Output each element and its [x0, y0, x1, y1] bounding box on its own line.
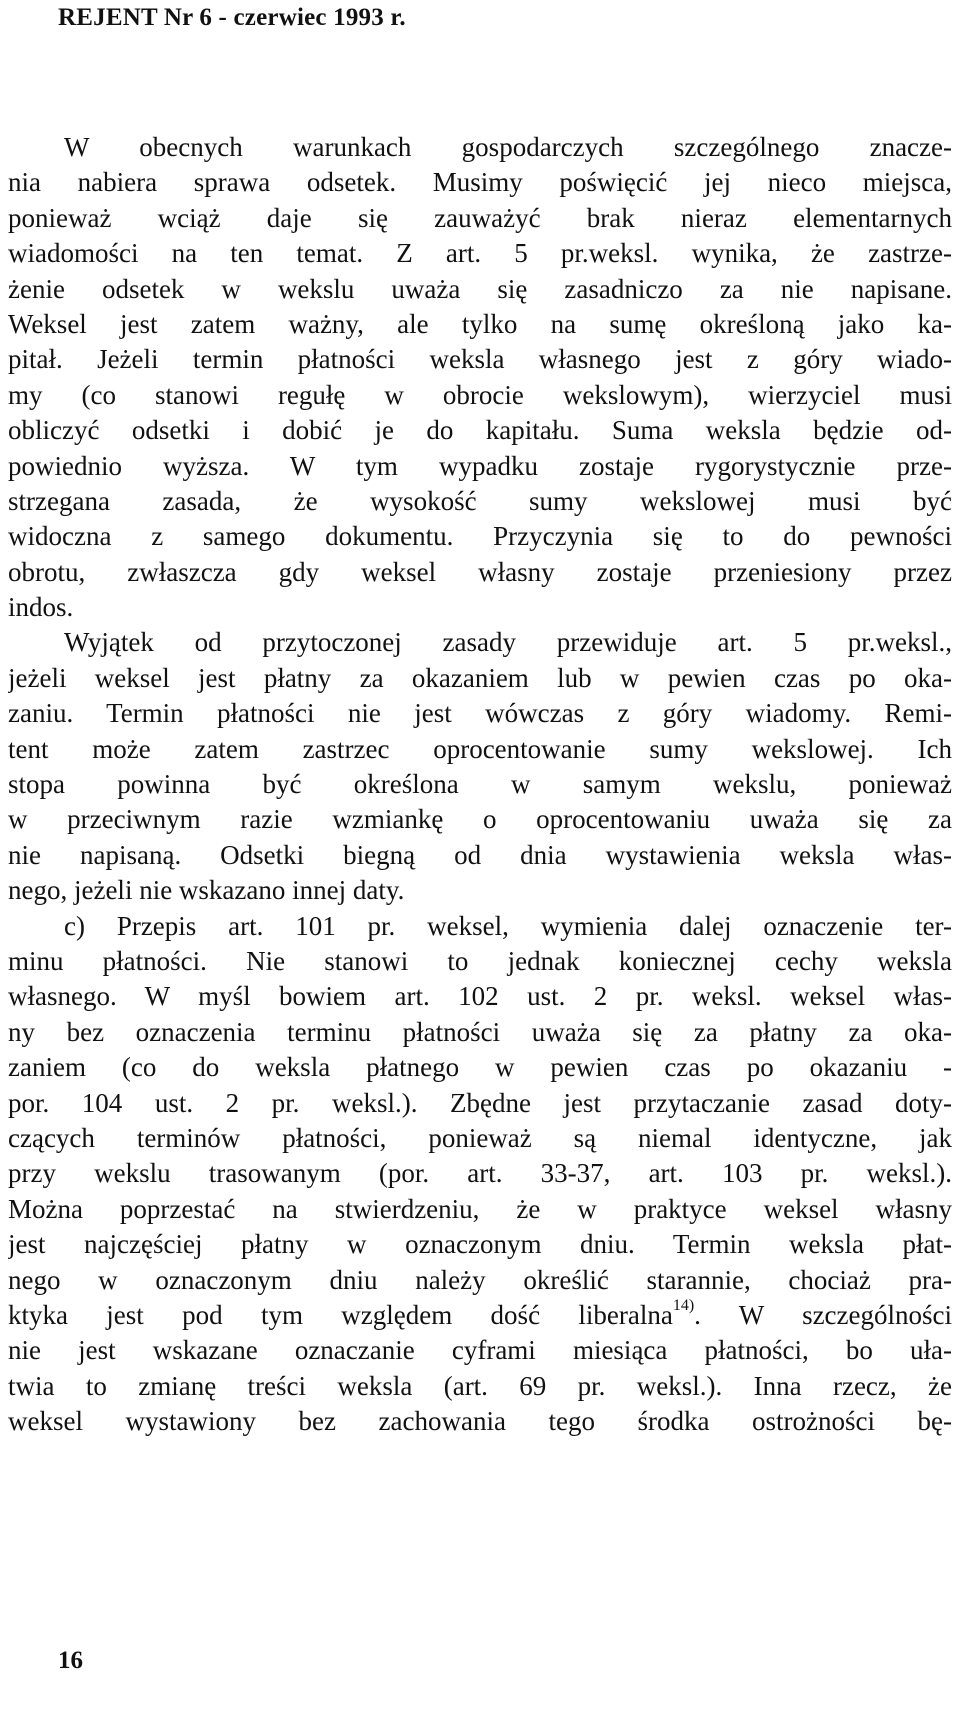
text-line-content: pitał. Jeżeli termin płatności weksla własnego jest z góry wiado- — [8, 344, 952, 375]
text-line — [8, 1263, 952, 1298]
text-line-content: widoczna z samego dokumentu. Przyczynia się to do pewności — [8, 521, 952, 552]
text-line-content: c) Przepis art. 101 pr. weksel, wymienia dalej oznaczenie ter- — [64, 910, 952, 941]
text-line-content: nie napisaną. Odsetki biegną od dnia wystawienia weksla włas- — [8, 839, 952, 870]
text-line-content: jest najczęściej płatny w oznaczonym dniu. Termin weksla płat- — [8, 1229, 952, 1260]
text-line — [8, 1121, 952, 1156]
text-line-content: ponieważ wciąż daje się zauważyć brak nieraz elementarnych — [8, 202, 952, 233]
text-line-content: czących terminów płatności, ponieważ są niemal identyczne, jak — [8, 1122, 952, 1153]
text-line — [8, 201, 952, 236]
text-line-content: wiadomości na ten temat. Z art. 5 pr.weksl. wynika, że zastrze- — [8, 238, 952, 269]
text-line — [8, 1333, 952, 1368]
text-line-content: tent może zatem zastrzec oprocentowanie sumy wekslowej. Ich — [8, 733, 952, 764]
text-line — [8, 449, 952, 484]
text-line — [8, 732, 952, 767]
text-line-content: weksel wystawiony bez zachowania tego środka ostrożności bę- — [8, 1406, 952, 1437]
text-line-content: Weksel jest zatem ważny, ale tylko na sumę określoną jako ka- — [8, 308, 952, 339]
text-line — [8, 661, 952, 696]
text-line-content: my (co stanowi regułę w obrocie wekslowym), wierzyciel musi — [8, 379, 952, 410]
text-line — [8, 307, 952, 342]
text-line-content: strzegana zasada, że wysokość sumy wekslowej musi być — [8, 485, 952, 516]
article-body — [8, 130, 952, 1439]
text-line-content: zaniem (co do weksla płatnego w pewien czas po okazaniu - — [8, 1052, 952, 1083]
text-line — [8, 236, 952, 271]
text-line-content: ny bez oznaczenia terminu płatności uważa się za płatny za oka- — [8, 1016, 952, 1047]
text-line — [8, 519, 952, 554]
text-line-content: por. 104 ust. 2 pr. weksl.). Zbędne jest przytaczanie zasad doty- — [8, 1087, 952, 1118]
page-number: 16 — [58, 1647, 83, 1674]
text-line — [8, 1015, 952, 1050]
text-line-content: nego, jeżeli nie wskazano innej daty. — [8, 875, 405, 906]
text-line — [8, 272, 952, 307]
text-line — [8, 130, 952, 165]
text-line-content: minu płatności. Nie stanowi to jednak koniecznej cechy weksla — [8, 945, 952, 976]
text-line — [8, 1156, 952, 1191]
text-line — [8, 1298, 952, 1333]
footnote-ref: 14) — [672, 1297, 695, 1314]
text-line-content: Wyjątek od przytoczonej zasady przewiduje art. 5 pr.weksl., — [64, 627, 952, 658]
text-line — [8, 165, 952, 200]
text-line-content: obrotu, zwłaszcza gdy weksel własny zostaje przeniesiony przez — [8, 556, 952, 587]
text-line-content: w przeciwnym razie wzmiankę o oprocentowaniu uważa się za — [8, 804, 952, 835]
text-line — [8, 413, 952, 448]
text-line — [8, 342, 952, 377]
text-line-content: zaniu. Termin płatności nie jest wówczas z góry wiadomy. Remi- — [8, 698, 952, 729]
text-line-content: nia nabiera sprawa odsetek. Musimy poświęcić jej nieco miejsca, — [8, 167, 952, 198]
text-line-content: powiednio wyższa. W tym wypadku zostaje rygorystycznie prze- — [8, 450, 952, 481]
text-line — [8, 838, 952, 873]
text-line — [8, 767, 952, 802]
text-line — [8, 1086, 952, 1121]
text-line — [8, 696, 952, 731]
text-line-content: jeżeli weksel jest płatny za okazaniem lub w pewien czas po oka- — [8, 662, 952, 693]
text-line — [8, 1192, 952, 1227]
text-line-continuation: . W szczególności — [694, 1299, 952, 1330]
text-line — [8, 1369, 952, 1404]
text-line-content: nie jest wskazane oznaczanie cyframi miesiąca płatności, bo uła- — [8, 1335, 952, 1366]
text-line-content: Można poprzestać na stwierdzeniu, że w praktyce weksel własny — [8, 1193, 952, 1224]
text-line-content: żenie odsetek w wekslu uważa się zasadniczo za nie napisane. — [8, 273, 952, 304]
text-line — [8, 873, 952, 908]
text-line — [8, 802, 952, 837]
text-line-content: przy wekslu trasowanym (por. art. 33-37, art. 103 pr. weksl.). — [8, 1158, 952, 1189]
text-line — [8, 484, 952, 519]
text-line-content: ktyka jest pod tym względem dość liberalna — [8, 1299, 673, 1330]
text-line — [8, 555, 952, 590]
text-line — [8, 909, 952, 944]
text-line — [8, 378, 952, 413]
running-header: REJENT Nr 6 - czerwiec 1993 r. — [58, 4, 406, 31]
text-line-content: twia to zmianę treści weksla (art. 69 pr. weksl.). Inna rzecz, że — [8, 1370, 952, 1401]
text-line-content: nego w oznaczonym dniu należy określić starannie, chociaż pra- — [8, 1264, 952, 1295]
text-line — [8, 979, 952, 1014]
text-line-content: indos. — [8, 592, 74, 623]
text-line-content: obliczyć odsetki i dobić je do kapitału. Suma weksla będzie od- — [8, 415, 952, 446]
text-line — [8, 590, 952, 625]
text-line — [8, 625, 952, 660]
text-line-content: własnego. W myśl bowiem art. 102 ust. 2 pr. weksl. weksel włas- — [8, 981, 952, 1012]
text-line — [8, 944, 952, 979]
text-line-content: stopa powinna być określona w samym wekslu, ponieważ — [8, 769, 952, 800]
text-line — [8, 1050, 952, 1085]
text-line-content: W obecnych warunkach gospodarczych szczególnego znacze- — [64, 132, 952, 162]
text-line — [8, 1404, 952, 1439]
text-line — [8, 1227, 952, 1262]
